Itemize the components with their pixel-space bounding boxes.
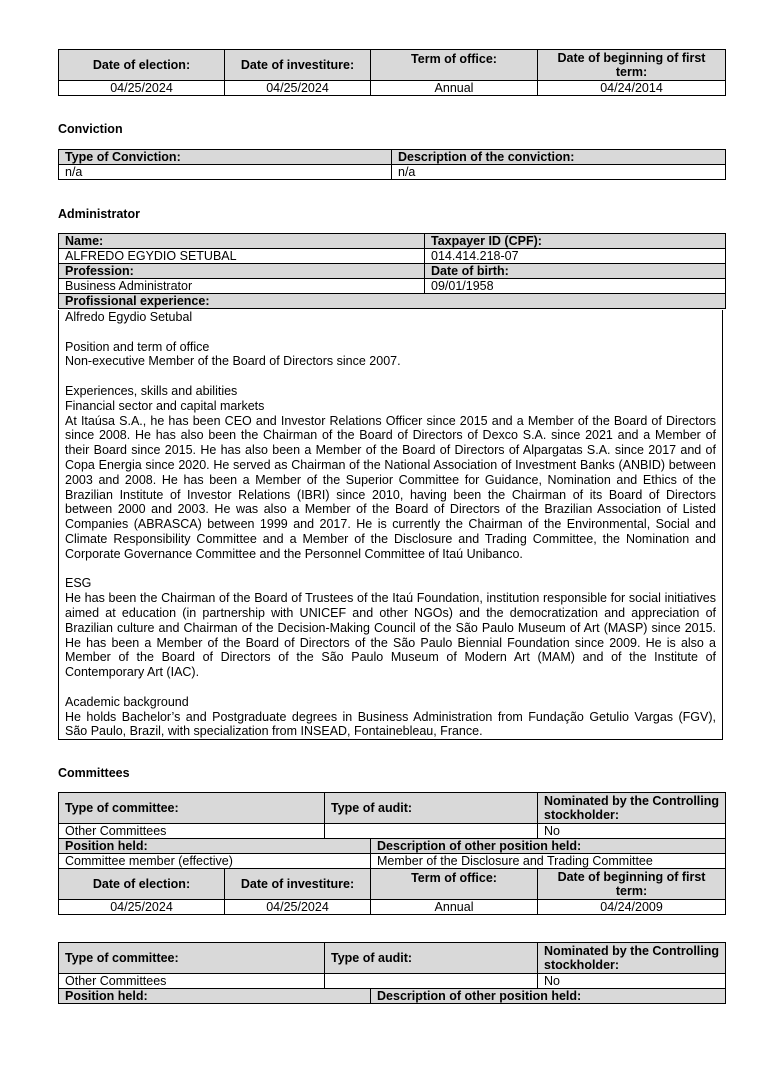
dob-value: 09/01/1958 bbox=[425, 279, 726, 294]
committee2-audit-value bbox=[325, 974, 538, 989]
name-value: ALFREDO EGYDIO SETUBAL bbox=[59, 249, 425, 264]
esg-text: He has been the Chairman of the Board of Trustees of the Itaú Foundation, institution responsible for social initiatives aimed at education (in partnership with UNICEF and other NGOs) and the democratization and appreciation of Brazilian culture and Chairman of the Decision-Making Council of the São Paulo Museum of Art (MASP) since 2015. He has been a Member of the Board of Directors of the São Paulo Biennial Foundation since 2009. He is also a Member of the Board of Directors of the São Paulo Museum of Modern Art (MAM) and of the Institute of Contemporary Art (IAC). bbox=[65, 591, 716, 680]
profession-label: Profession: bbox=[59, 264, 425, 279]
committee1-value-first-term: 04/24/2009 bbox=[538, 900, 726, 915]
cpf-value: 014.414.218-07 bbox=[425, 249, 726, 264]
experience-name: Alfredo Egydio Setubal bbox=[65, 310, 193, 324]
dob-label: Date of birth: bbox=[425, 264, 726, 279]
header-type-of-conviction: Type of Conviction: bbox=[59, 150, 392, 165]
committee1-nominated-label: Nominated by the Controlling stockholder: bbox=[538, 793, 726, 824]
position-heading: Position and term of office bbox=[65, 339, 210, 354]
financial-text: At Itaúsa S.A., he has been CEO and Investor Relations Officer since 2015 and a Member of the Board of Directors since 2008. He has also been the Chairman of the Board of Directors of Dexco S.A. since 2021 and a Member of their Board since 2015. He has also been a Member of the Board of Directors of Alpargatas S.A. since 2017 and of Copa Energia since 2020. He served as Chairman of the National Association of Investment Banks (ANBID) between 2003 and 2008. He has been a Member of the Superior Committee for Guidance, Nomination and Ethics of the Brazilian Institute of Investor Relations (IBRI) since 2010, having been the Chairman of its Board of Directors between 2000 and 2003. He was also a Member of the Board of Directors of the Brazilian Association of Listed Companies (ABRASCA) between 1999 and 2017. He is currently the Chairman of the Environmental, Social and Climate Responsibility Committee and a Member of the Disclosure and Trading Committee, the Nomination and Corporate Governance Committee and the Personnel Committee of Itaú Unibanco. bbox=[65, 413, 716, 561]
committee1-header-investiture: Date of investiture: bbox=[225, 869, 371, 900]
committee2-type-label: Type of committee: bbox=[59, 943, 325, 974]
value-date-of-election: 04/25/2024 bbox=[59, 81, 225, 96]
profession-value: Business Administrator bbox=[59, 279, 425, 294]
term-table bbox=[58, 49, 726, 96]
administrator-table bbox=[58, 233, 726, 309]
value-term-of-office: Annual bbox=[371, 81, 538, 96]
header-date-of-election: Date of election: bbox=[59, 50, 225, 81]
academic-heading: Academic background bbox=[65, 694, 189, 709]
committee1-other-position-label: Description of other position held: bbox=[371, 839, 726, 854]
committee1-type-value: Other Committees bbox=[59, 824, 325, 839]
header-term-of-office: Term of office: bbox=[371, 50, 538, 81]
value-description-of-conviction: n/a bbox=[392, 165, 726, 180]
committee1-position-label: Position held: bbox=[59, 839, 371, 854]
conviction-table bbox=[58, 149, 726, 180]
committee1-value-investiture: 04/25/2024 bbox=[225, 900, 371, 915]
committee-table-1 bbox=[58, 792, 726, 915]
committee2-nominated-label: Nominated by the Controlling stockholder: bbox=[538, 943, 726, 974]
committee1-value-election: 04/25/2024 bbox=[59, 900, 225, 915]
position-text: Non-executive Member of the Board of Directors since 2007. bbox=[65, 354, 401, 369]
cpf-label: Taxpayer ID (CPF): bbox=[425, 234, 726, 249]
committee1-header-election: Date of election: bbox=[59, 869, 225, 900]
committees-title: Committees bbox=[58, 766, 130, 780]
value-date-of-investiture: 04/25/2024 bbox=[225, 81, 371, 96]
committee1-position-value: Committee member (effective) bbox=[59, 854, 371, 869]
experience-label: Profissional experience: bbox=[59, 294, 726, 309]
committee1-other-position-value: Member of the Disclosure and Trading Committee bbox=[371, 854, 726, 869]
committee2-nominated-value: No bbox=[538, 974, 726, 989]
committee1-nominated-value: No bbox=[538, 824, 726, 839]
committee1-header-first-term: Date of beginning of first term: bbox=[538, 869, 726, 900]
committee2-audit-label: Type of audit: bbox=[325, 943, 538, 974]
skills-heading: Experiences, skills and abilities bbox=[65, 383, 238, 398]
committee2-type-value: Other Committees bbox=[59, 974, 325, 989]
financial-heading: Financial sector and capital markets bbox=[65, 398, 265, 413]
committee1-header-term: Term of office: bbox=[371, 869, 538, 900]
committee1-value-term: Annual bbox=[371, 900, 538, 915]
committee1-audit-value bbox=[325, 824, 538, 839]
name-label: Name: bbox=[59, 234, 425, 249]
header-description-of-conviction: Description of the conviction: bbox=[392, 150, 726, 165]
header-date-of-investiture: Date of investiture: bbox=[225, 50, 371, 81]
committee1-audit-label: Type of audit: bbox=[325, 793, 538, 824]
conviction-title: Conviction bbox=[58, 122, 123, 136]
committee-table-2 bbox=[58, 942, 726, 1004]
header-first-term: Date of beginning of first term: bbox=[538, 50, 726, 81]
committee2-other-position-label: Description of other position held: bbox=[371, 989, 726, 1004]
administrator-title: Administrator bbox=[58, 207, 140, 221]
esg-heading: ESG bbox=[65, 576, 92, 591]
value-first-term: 04/24/2014 bbox=[538, 81, 726, 96]
committee2-position-label: Position held: bbox=[59, 989, 371, 1004]
academic-text: He holds Bachelor’s and Postgraduate degrees in Business Administration from Fundação Getulio Vargas (FGV), São Paulo, Brazil, with specialization from INSEAD, Fontainebleau, France. bbox=[65, 709, 716, 739]
experience-box bbox=[58, 310, 723, 740]
committee1-type-label: Type of committee: bbox=[59, 793, 325, 824]
value-type-of-conviction: n/a bbox=[59, 165, 392, 180]
